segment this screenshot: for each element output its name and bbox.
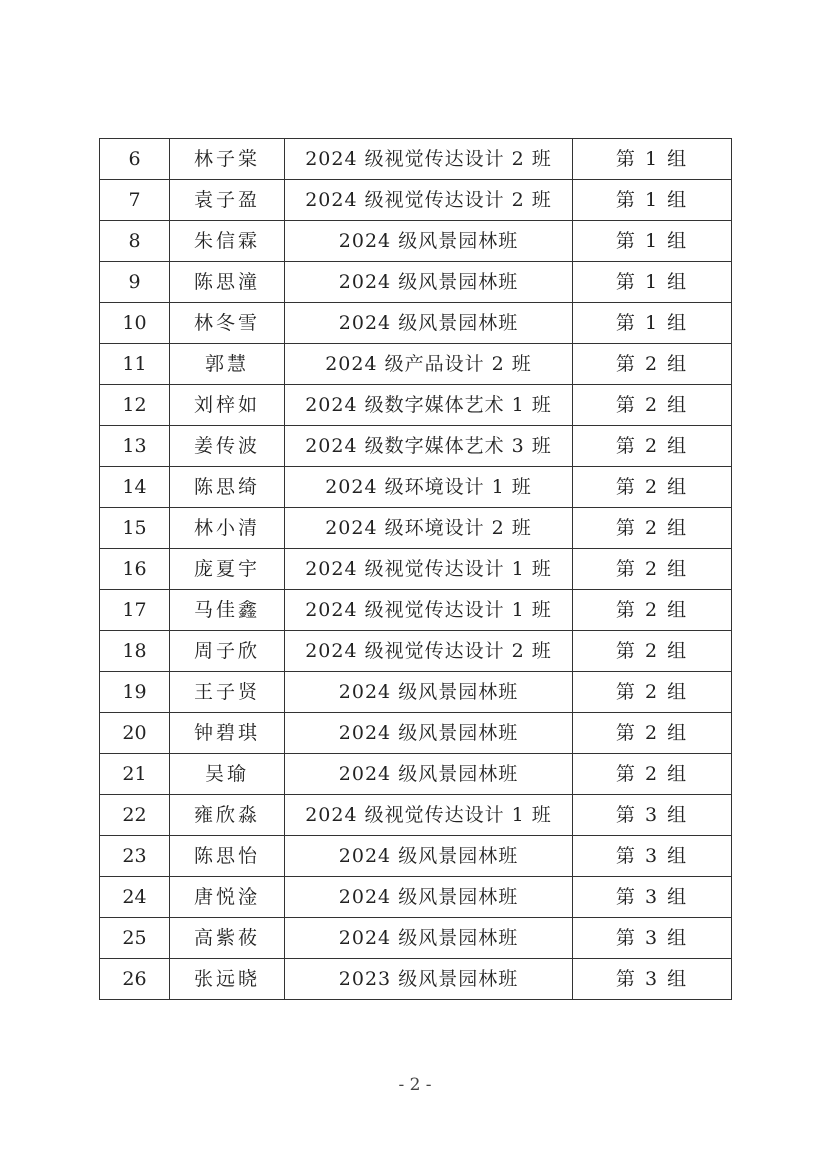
group-cell: 第 3 组 [573,877,732,918]
class-name-cell: 2024 级数字媒体艺术 1 班 [285,385,573,426]
row-number-cell: 8 [100,221,170,262]
group-cell: 第 2 组 [573,590,732,631]
table-row [100,508,732,549]
student-name-cell: 唐悦淦 [170,877,285,918]
student-name-cell: 庞夏宇 [170,549,285,590]
row-number-cell: 23 [100,836,170,877]
class-name-cell: 2024 级视觉传达设计 2 班 [285,180,573,221]
row-number-cell: 17 [100,590,170,631]
group-cell: 第 2 组 [573,508,732,549]
student-name-cell: 张远晓 [170,959,285,1000]
class-name-cell: 2024 级视觉传达设计 2 班 [285,631,573,672]
group-cell: 第 1 组 [573,221,732,262]
group-cell: 第 3 组 [573,795,732,836]
student-name-cell: 周子欣 [170,631,285,672]
student-name-cell: 钟碧琪 [170,713,285,754]
table-row [100,795,732,836]
roster-table-body [100,139,732,1000]
student-name-cell: 林子棠 [170,139,285,180]
student-name-cell: 雍欣淼 [170,795,285,836]
class-name-cell: 2024 级视觉传达设计 1 班 [285,590,573,631]
group-cell: 第 2 组 [573,426,732,467]
row-number-cell: 11 [100,344,170,385]
group-cell: 第 2 组 [573,631,732,672]
page-number: - 2 - [398,1075,432,1095]
table-row [100,303,732,344]
row-number-cell: 15 [100,508,170,549]
class-name-cell: 2024 级环境设计 1 班 [285,467,573,508]
group-cell: 第 2 组 [573,467,732,508]
student-name-cell: 林小清 [170,508,285,549]
class-name-cell: 2024 级环境设计 2 班 [285,508,573,549]
class-name-cell: 2023 级风景园林班 [285,959,573,1000]
class-name-cell: 2024 级视觉传达设计 1 班 [285,549,573,590]
class-name-cell: 2024 级风景园林班 [285,918,573,959]
class-name-cell: 2024 级风景园林班 [285,303,573,344]
student-name-cell: 朱信霖 [170,221,285,262]
row-number-cell: 9 [100,262,170,303]
table-row [100,672,732,713]
student-name-cell: 王子贤 [170,672,285,713]
student-name-cell: 袁子盈 [170,180,285,221]
row-number-cell: 10 [100,303,170,344]
class-name-cell: 2024 级风景园林班 [285,713,573,754]
class-name-cell: 2024 级风景园林班 [285,836,573,877]
student-name-cell: 刘梓如 [170,385,285,426]
group-cell: 第 1 组 [573,303,732,344]
group-cell: 第 2 组 [573,713,732,754]
table-row [100,426,732,467]
row-number-cell: 13 [100,426,170,467]
table-row [100,385,732,426]
student-name-cell: 姜传波 [170,426,285,467]
table-row [100,959,732,1000]
group-cell: 第 2 组 [573,549,732,590]
row-number-cell: 24 [100,877,170,918]
table-row [100,713,732,754]
row-number-cell: 12 [100,385,170,426]
row-number-cell: 16 [100,549,170,590]
row-number-cell: 26 [100,959,170,1000]
row-number-cell: 14 [100,467,170,508]
table-row [100,180,732,221]
table-row [100,754,732,795]
row-number-cell: 25 [100,918,170,959]
class-name-cell: 2024 级视觉传达设计 1 班 [285,795,573,836]
class-name-cell: 2024 级视觉传达设计 2 班 [285,139,573,180]
row-number-cell: 20 [100,713,170,754]
row-number-cell: 21 [100,754,170,795]
row-number-cell: 18 [100,631,170,672]
group-cell: 第 3 组 [573,836,732,877]
group-cell: 第 2 组 [573,344,732,385]
group-cell: 第 2 组 [573,385,732,426]
class-name-cell: 2024 级风景园林班 [285,877,573,918]
table-row [100,262,732,303]
class-name-cell: 2024 级风景园林班 [285,221,573,262]
row-number-cell: 19 [100,672,170,713]
student-name-cell: 郭慧 [170,344,285,385]
table-row [100,549,732,590]
table-row [100,344,732,385]
class-name-cell: 2024 级风景园林班 [285,754,573,795]
group-cell: 第 3 组 [573,918,732,959]
student-name-cell: 吴瑜 [170,754,285,795]
group-cell: 第 1 组 [573,139,732,180]
table-row [100,590,732,631]
table-row [100,836,732,877]
student-name-cell: 高紫莜 [170,918,285,959]
group-cell: 第 3 组 [573,959,732,1000]
table-row [100,467,732,508]
group-cell: 第 2 组 [573,672,732,713]
table-row [100,631,732,672]
row-number-cell: 6 [100,139,170,180]
roster-table [99,138,732,1000]
student-name-cell: 马佳鑫 [170,590,285,631]
student-name-cell: 林冬雪 [170,303,285,344]
row-number-cell: 7 [100,180,170,221]
group-cell: 第 1 组 [573,180,732,221]
student-name-cell: 陈思绮 [170,467,285,508]
student-name-cell: 陈思潼 [170,262,285,303]
class-name-cell: 2024 级风景园林班 [285,262,573,303]
table-row [100,918,732,959]
class-name-cell: 2024 级风景园林班 [285,672,573,713]
row-number-cell: 22 [100,795,170,836]
student-name-cell: 陈思怡 [170,836,285,877]
table-row [100,139,732,180]
group-cell: 第 1 组 [573,262,732,303]
class-name-cell: 2024 级数字媒体艺术 3 班 [285,426,573,467]
table-row [100,877,732,918]
table-row [100,221,732,262]
class-name-cell: 2024 级产品设计 2 班 [285,344,573,385]
group-cell: 第 2 组 [573,754,732,795]
